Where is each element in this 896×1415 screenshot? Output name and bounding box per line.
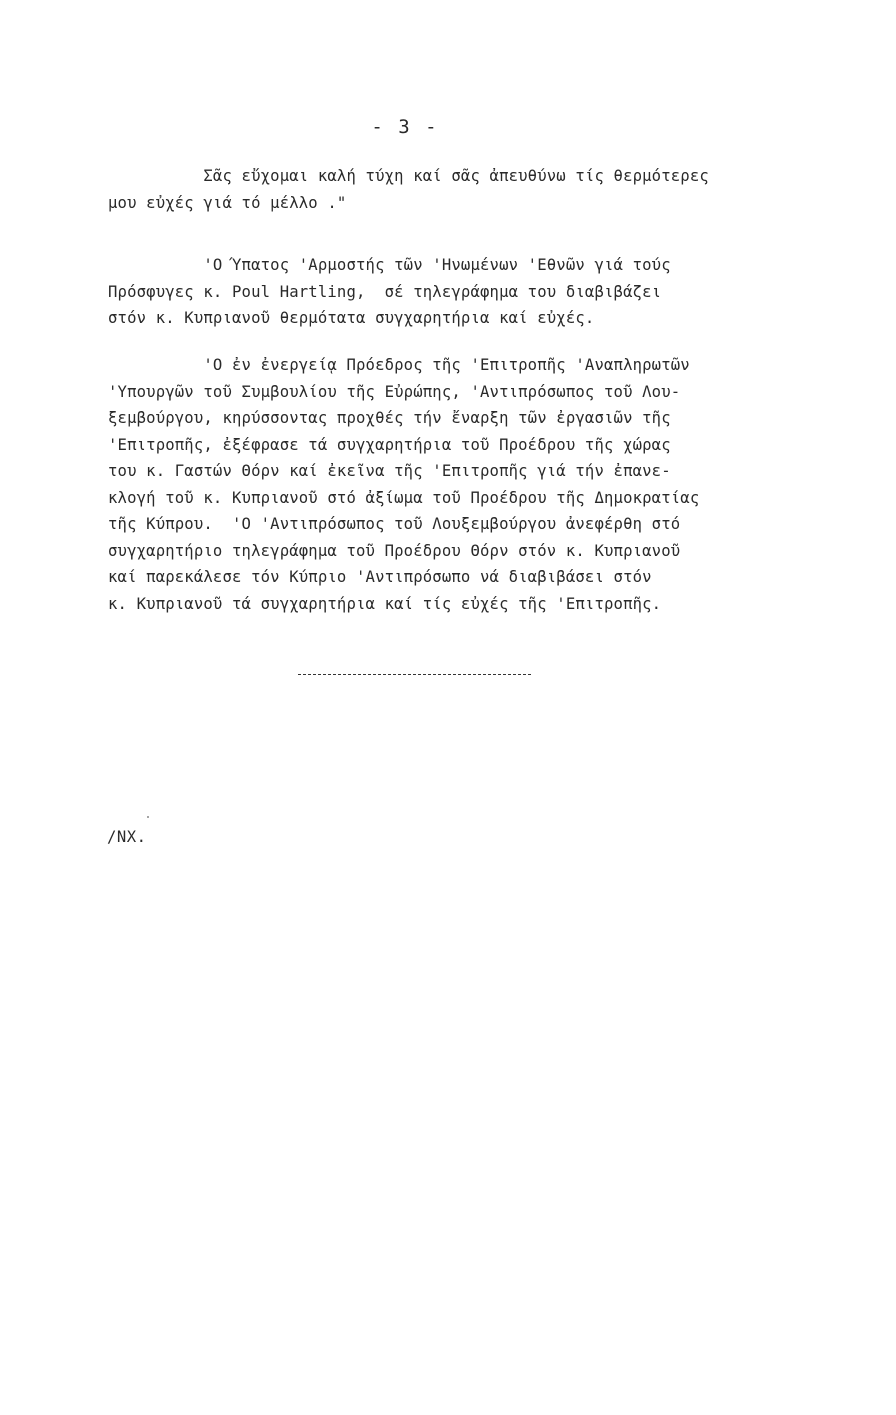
- page-number: - 3 -: [371, 116, 439, 138]
- text-line: του κ. Γαστών Θόρν καί ἐκεῖνα τῆς 'Επιτροπῆς γιά τήν ἐπανε-: [108, 462, 671, 480]
- text-line: ξεμβούργου, κηρύσσοντας προχθές τήν ἔναρξη τῶν ἐργασιῶν τῆς: [108, 409, 671, 427]
- text-line: κ. Κυπριανοῦ τά συγχαρητήρια καί τίς εὐχές τῆς 'Επιτροπῆς.: [108, 594, 662, 613]
- text-line: καί παρεκάλεσε τόν Κύπριο 'Αντιπρόσωπο νά διαβιβάσει στόν: [108, 568, 652, 586]
- paragraph-council-of-europe: [108, 352, 798, 617]
- text-line: συγχαρητήριο τηλεγράφημα τοῦ Προέδρου Θόρν στόν κ. Κυπριανοῦ: [108, 541, 681, 560]
- ink-speck: [147, 816, 149, 818]
- text-line: Σᾶς εὔχομαι καλή τύχη καί σᾶς ἀπευθύνω τίς θερμότερες: [108, 167, 709, 185]
- text-line: 'Υπουργῶν τοῦ Συμβουλίου τῆς Εὐρώπης, 'Αντιπρόσωπος τοῦ Λου-: [108, 382, 681, 401]
- paragraph-high-commissioner: [108, 252, 798, 332]
- text-line: μου εὐχές γιά τό μέλλο .": [108, 193, 347, 212]
- section-divider: [298, 674, 531, 675]
- text-line: 'Επιτροπῆς, ἐξέφρασε τά συγχαρητήρια τοῦ Προέδρου τῆς χώρας: [108, 435, 671, 454]
- text-line: 'Ο ἐν ἐνεργείᾳ Πρόεδρος τῆς 'Επιτροπῆς 'Αναπληρωτῶν: [108, 356, 690, 374]
- typist-reference: /NX.: [107, 828, 147, 846]
- text-line: τῆς Κύπρου. 'Ο 'Αντιπρόσωπος τοῦ Λουξεμβούργου ἀνεφέρθη στό: [108, 515, 681, 533]
- text-line: Πρόσφυγες κ. Poul Hartling, σέ τηλεγράφημα του διαβιβάζει: [108, 282, 662, 301]
- text-line: κλογή τοῦ κ. Κυπριανοῦ στό ἀξίωμα τοῦ Προέδρου τῆς Δημοκρατίας: [108, 488, 700, 507]
- text-line: στόν κ. Κυπριανοῦ θερμότατα συγχαρητήρια καί εὐχές.: [108, 309, 595, 327]
- text-line: 'Ο Ύπατος 'Αρμοστής τῶν 'Ηνωμένων 'Εθνῶν γιά τούς: [108, 256, 671, 274]
- paragraph-closing-quote: [108, 163, 798, 216]
